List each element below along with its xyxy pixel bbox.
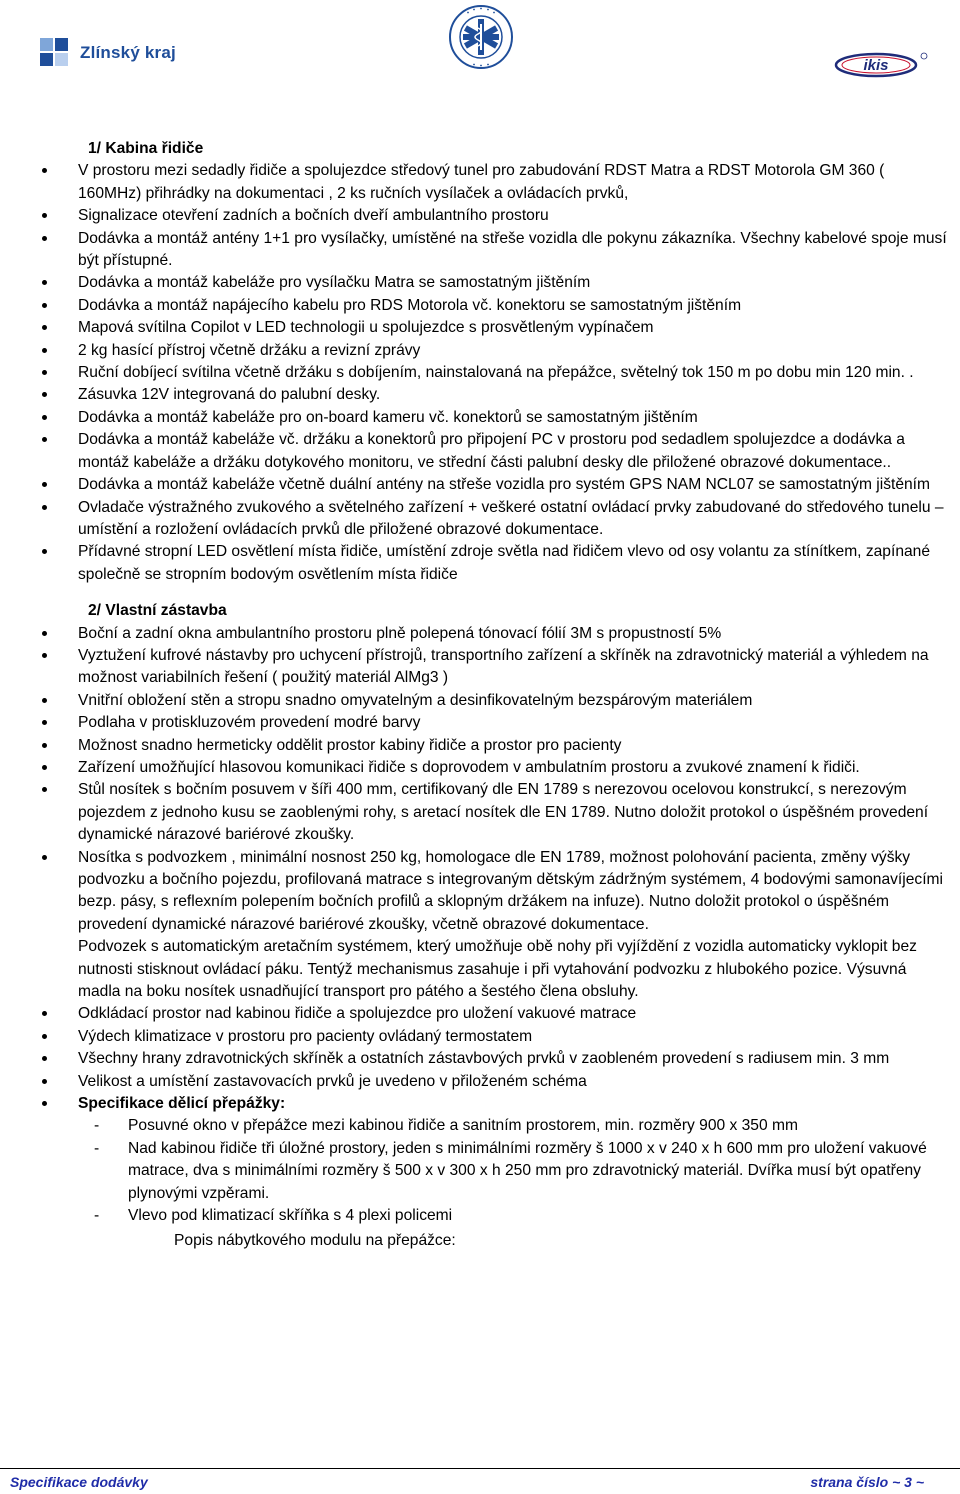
footer-title: Specifikace dodávky (10, 1474, 148, 1490)
section2-list (40, 623, 950, 1094)
list-item: V prostoru mezi sedadly řidiče a spolujezdce středový tunel pro zabudování RDST Matra a RDST Motorola GM 360 ( 160MHz) přihrádky na dokumentaci , 2 ks ručních vysílaček a ovládacích prvků, (40, 160, 950, 205)
dash-marker: - (94, 1139, 100, 1157)
list-item: 2 kg hasící přístroj včetně držáku a revizní zprávy (40, 340, 950, 362)
list-item: Dodávka a montáž kabeláže pro vysílačku Matra se samostatným jištěním (40, 272, 950, 294)
furniture-module-caption: Popis nábytkového modulu na přepážce: (174, 1231, 456, 1249)
ikis-logo-text: ikis (863, 57, 889, 74)
zlin-squares-icon (40, 38, 74, 68)
list-item: Zařízení umožňující hlasovou komunikaci řidiče s doprovodem v ambulatním prostoru a zvukové znamení k řidiči. (40, 757, 950, 779)
list-item: Dodávka a montáž napájecího kabelu pro RDS Motorola vč. konektoru se samostatným jištěním (40, 295, 950, 317)
list-item: Nosítka s podvozkem , minimální nosnost 250 kg, homologace dle EN 1789, možnost polohování pacienta, změny výšky podvozku a bočního pojezdu, profilovaná matrace s integrovaným dětským zádržným systémem, 4 bodovými samonavíjecími bezp. pásy, s reflexním polepením bočních profilů a sklopným držákem na infuze). Nutno doložit protokol o úspěšném provedení dynamické nárazové bariérové zkoušky, včetně obrazové dokumentace. (40, 847, 950, 937)
section3-list (40, 1115, 950, 1227)
page-header (0, 0, 960, 100)
section1-title: 1/ Kabina řidiče (88, 140, 204, 157)
list-item: Podlaha v protiskluzovém provedení modré barvy (40, 712, 950, 734)
section3 (40, 1093, 950, 1115)
list-item: Všechny hrany zdravotnických skříněk a ostatních zástavbových prvků v zaobleném provedení s radiusem min. 3 mm (40, 1048, 950, 1070)
list-item: Zásuvka 12V integrovaná do palubní desky. (40, 384, 950, 406)
zlin-logo-text: Zlínský kraj (80, 43, 176, 62)
list-item: Velikost a umístění zastavovacích prvků je uvedeno v přiloženém schéma (40, 1071, 950, 1093)
zlinsky-kraj-logo (40, 38, 176, 68)
dash-item (40, 1205, 950, 1227)
list-item: Vnitřní obložení stěn a stropu snadno omyvatelným a desinfikovatelným bezspárovým materiálem (40, 690, 950, 712)
dash-item-text: Vlevo pod klimatizací skříňka s 4 plexi policemi (128, 1207, 453, 1225)
list-item: Odkládací prostor nad kabinou řidiče a spolujezdce pro uložení vakuové matrace (40, 1003, 950, 1025)
dash-item-text: Posuvné okno v přepážce mezi kabinou řidiče a sanitním prostorem, min. rozměry 900 x 350 mm (128, 1117, 798, 1135)
list-item: Dodávka a montáž kabeláže vč. držáku a konektorů pro připojení PC v prostoru pod sedadlem spolujezdce a dodávka a montáž kabeláže a držáku dotykového monitoru, ve střední části palubní desky dle přiložené obrazové dokumentace.. (40, 429, 950, 474)
dash-item (40, 1115, 950, 1137)
dash-item-text: Nad kabinou řidiče tři úložné prostory, jeden s minimálními rozměry š 1000 x v 240 x h 600 mm pro uložení vakuové matrace, dva s minimálními rozměry š 500 x v 300 x h 250 mm pro zdravotnický materiál. Dvířka musí být opatřeny plynovými vzpěrami. (128, 1139, 927, 1202)
dash-marker: - (94, 1207, 100, 1225)
list-item: Výdech klimatizace v prostoru pro pacienty ovládaný termostatem (40, 1026, 950, 1048)
document-body (40, 138, 950, 1252)
list-item: Dodávka a montáž kabeláže včetně duální antény na střeše vozidla pro systém GPS NAM NCL07 se samostatným jištěním (40, 474, 950, 496)
list-item: Přídavné stropní LED osvětlení místa řidiče, umístění zdroje světla nad řidičem vlevo od osy volantu za stínítkem, zapínané společně se stropním bodovým osvětlením místa řidiče (40, 541, 950, 586)
list-item: Dodávka a montáž antény 1+1 pro vysílačky, umístěné na střeše vozidla dle pokynu zákazníka. Všechny kabelové spoje musí být přístupné. (40, 228, 950, 273)
list-item: Dodávka a montáž kabeláže pro on-board kameru vč. konektorů se samostatným jištěním (40, 407, 950, 429)
list-item: Možnost snadno hermeticky oddělit prostor kabiny řidiče a prostor pro pacienty (40, 735, 950, 757)
list-item: Boční a zadní okna ambulantního prostoru plně polepená tónovací fólií 3M s propustností 5% (40, 623, 950, 645)
list-item: Mapová svítilna Copilot v LED technologii u spolujezdce s prosvětleným vypínačem (40, 317, 950, 339)
footer-divider (0, 1468, 960, 1469)
list-item: Stůl nosítek s bočním posuvem v šíři 400 mm, certifikovaný dle EN 1789 s nerezovou ocelovou konstrukcí, s nerezovým pojezdem z jednoho kusu se zaoblenými rohy, s aretací nosítek dle EN 1789. Nutno doložit protokol o úspěšném provedení dynamické nárazové bariérové zkoušky. (40, 779, 950, 846)
list-item: Signalizace otevření zadních a bočních dveří ambulantního prostoru (40, 205, 950, 227)
list-item: Ruční dobíjecí svítilna včetně držáku s dobíjením, nainstalovaná na přepážce, světelný tok 150 m po dobu min 120 min. . (40, 362, 950, 384)
ikis-logo (832, 50, 932, 80)
emergency-service-seal-icon (448, 4, 514, 70)
list-item: Ovladače výstražného zvukového a světelného zařízení + veškeré ostatní ovládací prvky zabudované do středového tunelu – umístění a rozložení ovládacích prvků dle přiložené obrazové dokumentace. (40, 497, 950, 542)
section3-title: Specifikace dělicí přepážky: (40, 1093, 950, 1115)
list-item: Vyztužení kufrové nástavby pro uchycení přístrojů, transportního zařízení a skříněk na zdravotnický materiál a výhledem na možnost variabilních řešení ( použitý materiál AlMg3 ) (40, 645, 950, 690)
page-number: strana číslo ~ 3 ~ (810, 1474, 924, 1490)
list-item-continuation: Podvozek s automatickým aretačním systémem, který umožňuje obě nohy při vyjíždění z vozidla automaticky vyklopit bez nutnosti stisknout ovládací páku. Tentýž mechanismus zasahuje i při vytahování podvozku z hlubokého pozice. Výsuvná madla na boku nosítek usnadňující transport pro pátého a šestého člena obsluhy. (78, 938, 917, 1001)
section1-list (40, 160, 950, 586)
dash-item (40, 1138, 950, 1205)
section2-title: 2/ Vlastní zástavba (88, 602, 227, 620)
dash-marker: - (94, 1117, 100, 1135)
